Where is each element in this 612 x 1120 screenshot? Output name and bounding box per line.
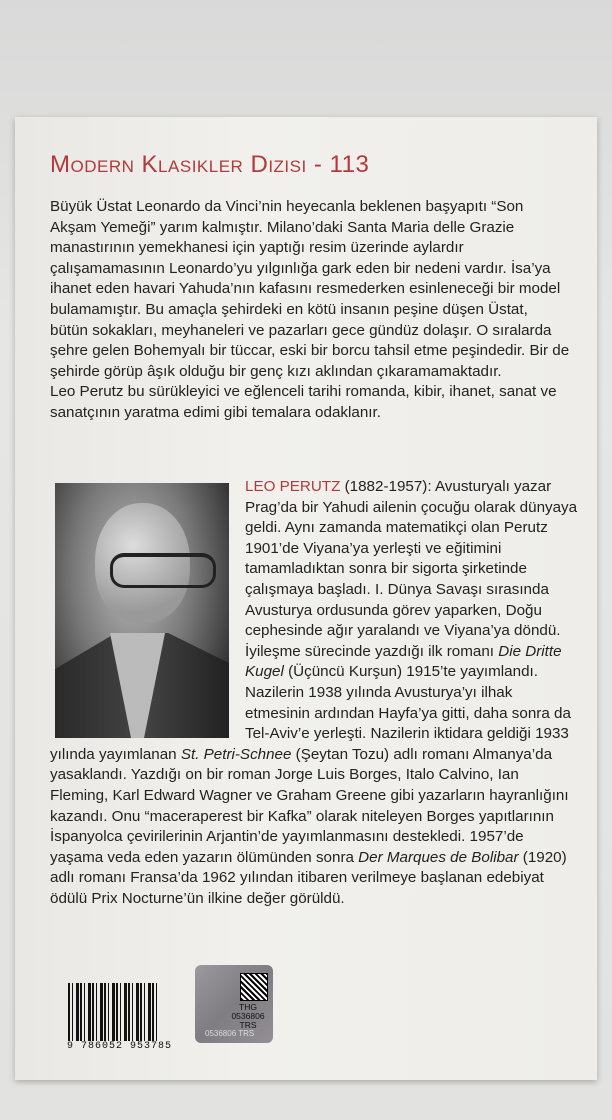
author-name: LEO PERUTZ — [245, 478, 341, 495]
barcode — [68, 983, 160, 1041]
bio-text: (1920) adlı romanı Fransa’da 1962 yılından itibaren verilmeye başlanan edebiyat ödülü Prix Nocturne’ün ilkine değer görüldü. — [50, 848, 567, 907]
author-bio — [50, 477, 580, 909]
author-years: (1882-1957): — [340, 478, 432, 495]
series-title: Modern Klasikler Dizisi - 113 — [50, 151, 370, 178]
blurb-paragraph: Büyük Üstat Leonardo da Vinci’nin heyecanla beklenen başyapıtı “Son Akşam Yemeği” yarım kalmıştır. Milano’daki Santa Maria delle Grazie manastırının yemekhanesi için yaptığı resim üzerinde aylardır çalışamamasının Leonardo’yu yılgınlığa gark eden bir nedeni vardır. İsa’ya ihanet eden havari Yahuda’nın kafasını resmederken esinleneceği bir model bulamamıştır. Bu amaçla şehirdeki en kötü insanın peşine düşen Üstat, bütün sokakları, meyhaneleri ve pazarları gece gündüz dolaşır. O sıralarda şehre gelen Bohemyalı bir tüccar, eski bir borcu tahsil etme peşindedir. Bir de şehirde görüp âşık olduğu bir genç kızı aklından çıkaramamaktadır. — [50, 198, 570, 380]
author-photo — [55, 483, 229, 738]
book-title: Der Marques de Bolibar — [358, 848, 519, 866]
hologram-sticker — [195, 965, 273, 1043]
hologram-text: 0536806 — [231, 1011, 265, 1021]
book-title: St. Petri-Schnee — [180, 745, 292, 763]
isbn: 9 786052 953785 — [67, 1041, 173, 1052]
hologram-text: THG — [239, 1002, 257, 1012]
hologram-text: TRS — [239, 1020, 257, 1030]
bio-text: Avusturyalı yazar Prag’da bir Yahudi ailenin çocuğu olarak dünyaya geldi. Aynı zamanda matematikçi olan Perutz 1901’de Viyana’ya yerleşti ve eğitimini tamamladıktan sonra bir sigorta şirketinde çalışmaya başladı. I. Dünya Savaşı sırasında Avusturya ordusunda görev yaparken, Doğu cephesinde ağır yaralandı ve Viyana’ya döndü. İyileşme sürecinde yazdığı ilk romanı — [245, 478, 578, 660]
bio-text: (Üçüncü Kurşun) 1915’te yayımlandı. Nazilerin 1938 yılında Avusturya’yı ilhak etmesinin ardından Hayfa’ya gitti, daha sonra da Tel-Aviv’e yerleşti. Nazilerin iktidara geldiği 1933 yılında yayımlanan — [50, 663, 571, 763]
hologram-serial: 0536806 TRS — [205, 1029, 255, 1038]
bio-text: (Şeytan Tozu) adlı romanı Almanya’da yasaklandı. Yazdığı on bir roman Jorge Luis Borges, Italo Calvino, Ian Fleming, Karl Edward Wagner ve Graham Greene gibi yazarların hayranlığını kazandı. Onu “maceraperest bir Kafka” olarak niteleyen Borges yapıtlarının İspanyolca çevirilerinin Arjantin’de yayımlanmasını destekledi. 1957’de yaşama veda eden yazarın ölümünden sonra — [50, 745, 569, 866]
blurb — [50, 197, 570, 424]
blurb-paragraph: Leo Perutz bu sürükleyici ve eğlenceli tarihi romanda, kibir, ihanet, sanat ve sanatçının yaratma edimi gibi temalara odaklanır. — [50, 383, 557, 421]
book-back-cover — [15, 117, 597, 1080]
book-title: Die Dritte Kugel — [245, 642, 562, 681]
qr-code-icon — [240, 973, 268, 1001]
